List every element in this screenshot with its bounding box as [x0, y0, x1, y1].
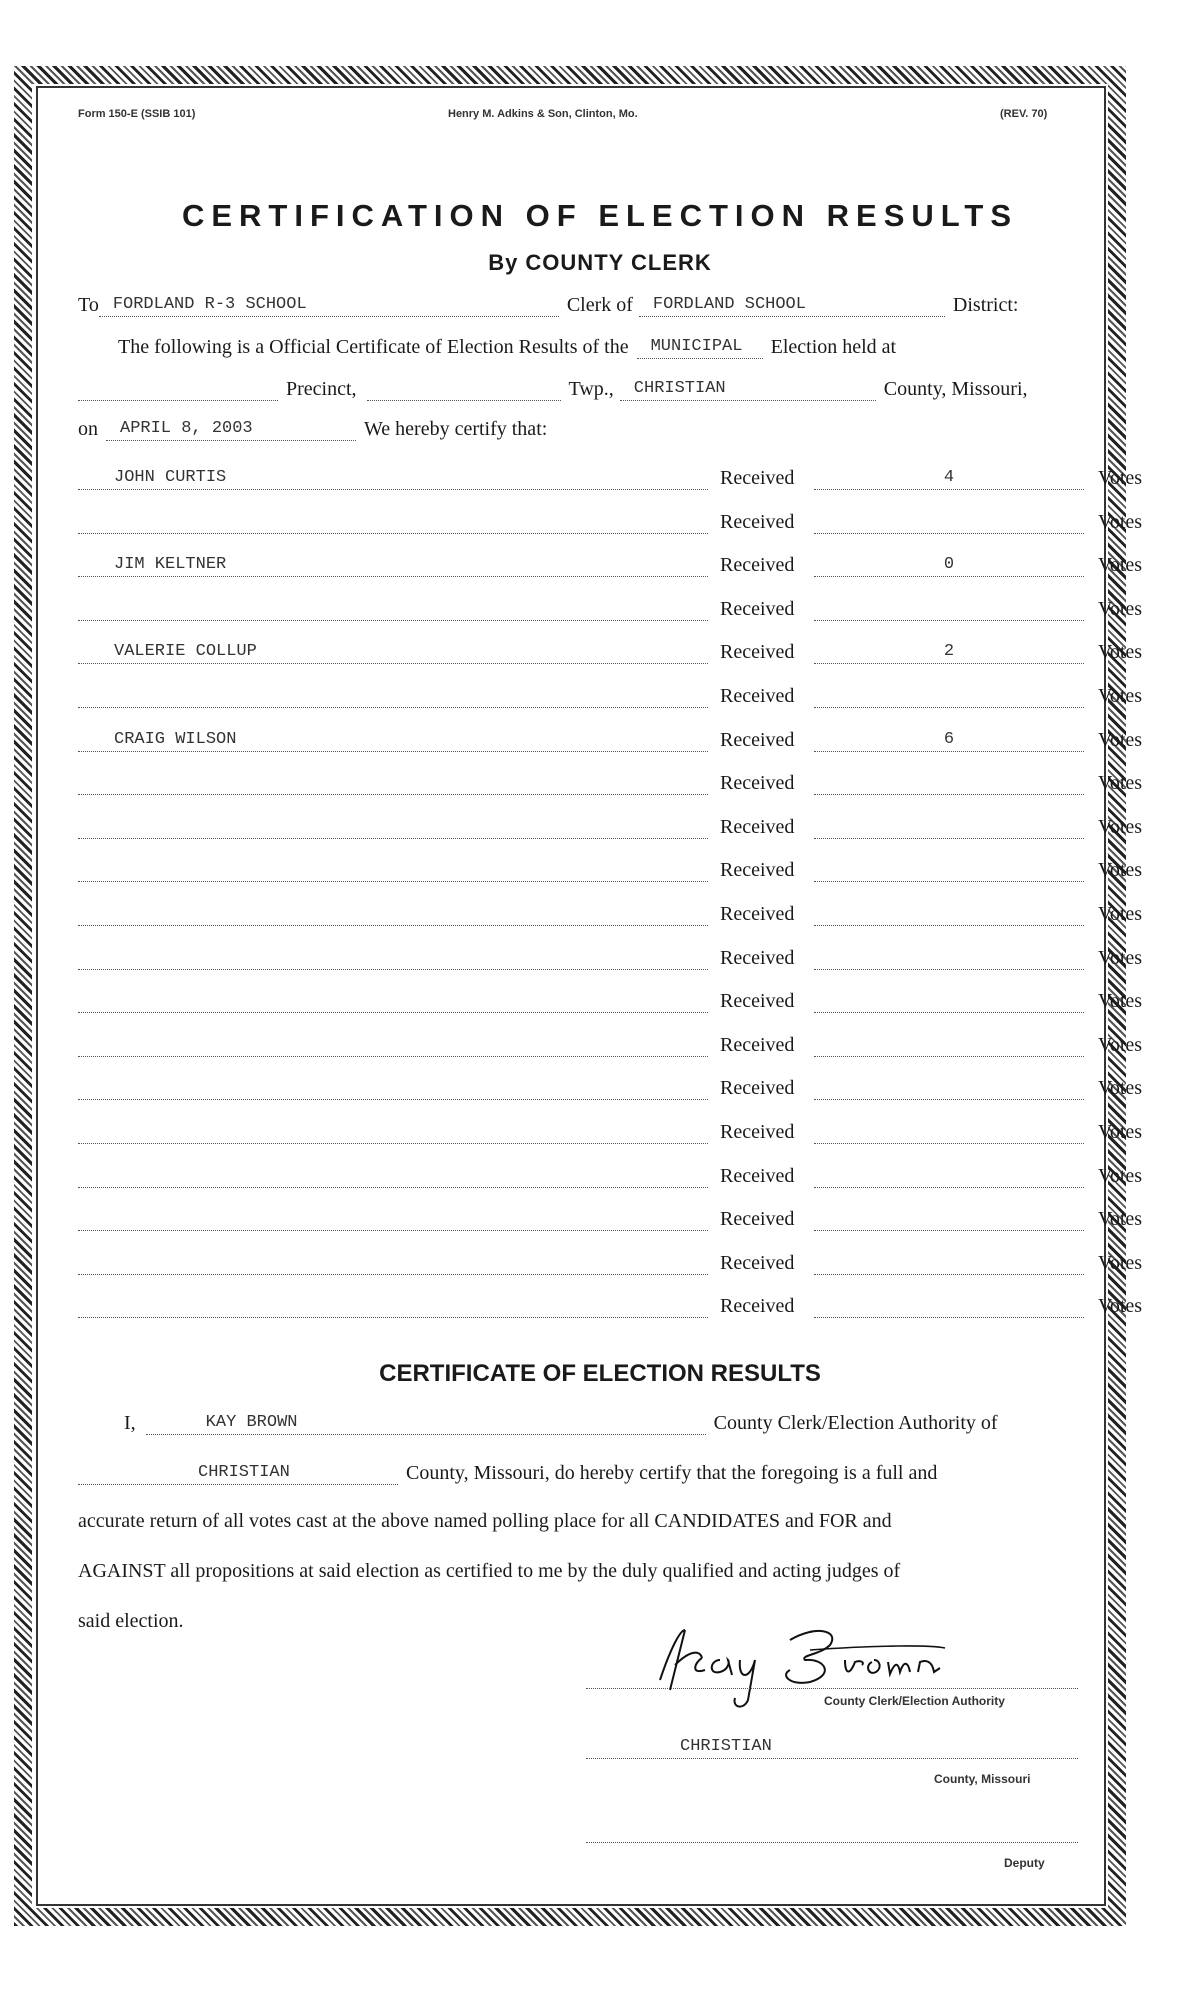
to-field [99, 292, 559, 317]
vote-count-field [814, 507, 1084, 534]
vote-count-field [814, 1204, 1084, 1231]
received-label: Received [720, 641, 795, 664]
received-label: Received [720, 1208, 795, 1231]
vote-count-field [814, 768, 1084, 795]
cert-county-field [78, 1460, 398, 1485]
received-label: Received [720, 946, 795, 969]
candidate-row [78, 1158, 1143, 1188]
candidate-row [78, 460, 1143, 490]
votes-label: Votes [1098, 990, 1143, 1013]
votes-label: Votes [1098, 903, 1143, 925]
candidate-name-field [78, 812, 708, 839]
votes-label: Votes [1098, 1121, 1143, 1143]
vote-count-field [814, 594, 1084, 621]
i-label: I, [124, 1412, 136, 1434]
received-label: Received [720, 510, 795, 533]
candidate-name: CRAIG WILSON [114, 729, 237, 749]
candidate-name-field [78, 1117, 708, 1144]
to-label: To [78, 294, 99, 316]
received-label: Received [720, 1164, 795, 1187]
votes-label: Votes [1098, 641, 1143, 664]
page-title: CERTIFICATION OF ELECTION RESULTS [181, 198, 1019, 233]
received-label: Received [720, 990, 795, 1013]
vote-count: 2 [943, 642, 955, 662]
received-label: Received [720, 1033, 795, 1056]
vote-count-field [814, 1248, 1084, 1275]
certify-text: We hereby certify that: [364, 418, 548, 440]
intro-line [78, 334, 1078, 359]
candidate-name-field [78, 507, 708, 534]
candidate-row [78, 1027, 1143, 1057]
vote-count: 0 [943, 555, 955, 575]
candidate-name-field [78, 1073, 708, 1100]
vote-count: 4 [943, 468, 955, 487]
vote-count-field [814, 1030, 1084, 1057]
date-field [106, 416, 356, 441]
received-label: Received [720, 903, 795, 925]
cert-text-2: County, Missouri, do hereby certify that the foregoing is a full and [406, 1462, 938, 1484]
election-label: Election held at [770, 336, 897, 358]
election-type: MUNICIPAL [650, 337, 743, 356]
county-value: CHRISTIAN [633, 379, 726, 398]
candidate-name: VALERIE COLLUP [114, 642, 257, 662]
deputy-line [586, 1818, 1078, 1843]
votes-label: Votes [1098, 554, 1143, 577]
vote-count-field [814, 812, 1084, 839]
cert-text-3: accurate return of all votes cast at the above named polling place for all CANDIDATES and FOR and [78, 1510, 892, 1532]
authority-caption: County Clerk/Election Authority [824, 1694, 1005, 1708]
candidate-name-field [78, 463, 708, 490]
signature-line [586, 1664, 1078, 1689]
votes-label: Votes [1098, 1251, 1143, 1274]
county-label: County, Missouri, [883, 378, 1028, 400]
candidate-row [78, 678, 1143, 708]
county-field [620, 376, 876, 401]
received-label: Received [720, 815, 795, 838]
candidate-name-field [78, 768, 708, 795]
votes-label: Votes [1098, 946, 1143, 969]
received-label: Received [720, 1295, 795, 1318]
precinct-label: Precinct, [286, 378, 357, 400]
candidate-row [78, 852, 1143, 882]
revision: (REV. 70) [1000, 108, 1048, 120]
votes-label: Votes [1098, 859, 1143, 882]
candidate-name-field [78, 943, 708, 970]
cert-text-5: said election. [78, 1610, 184, 1632]
received-label: Received [720, 467, 795, 489]
candidate-row [78, 940, 1143, 970]
candidate-name-field [78, 1291, 708, 1318]
twp-field [367, 376, 561, 401]
vote-count-field [814, 1073, 1084, 1100]
received-label: Received [720, 859, 795, 882]
twp-label: Twp., [568, 378, 614, 400]
vote-count-field [814, 681, 1084, 708]
votes-label: Votes [1098, 467, 1143, 489]
county-signature-line [586, 1734, 1078, 1759]
vote-count-field [814, 550, 1084, 577]
vote-count-field [814, 899, 1084, 926]
addressee-line [78, 292, 1078, 317]
votes-label: Votes [1098, 597, 1143, 620]
county-caption: County, Missouri [934, 1772, 1031, 1786]
vote-count-field [814, 463, 1084, 490]
precinct-field [78, 376, 278, 401]
votes-label: Votes [1098, 1077, 1143, 1100]
cert-county: CHRISTIAN [198, 1463, 290, 1482]
received-label: Received [720, 685, 795, 707]
candidate-row [78, 1288, 1143, 1318]
printer-name: Henry M. Adkins & Son, Clinton, Mo. [448, 108, 638, 120]
candidate-name-field [78, 986, 708, 1013]
candidate-row [78, 1201, 1143, 1231]
certificate-line-1 [78, 1410, 1078, 1435]
date-line [78, 416, 1078, 441]
vote-count-field [814, 1161, 1084, 1188]
certificate-title: CERTIFICATE OF ELECTION RESULTS [379, 1360, 821, 1387]
received-label: Received [720, 1121, 795, 1143]
candidate-row [78, 722, 1143, 752]
certificate-line-2 [78, 1460, 1078, 1485]
vote-count-field [814, 855, 1084, 882]
clerk-label: Clerk of [566, 294, 633, 316]
candidate-row [78, 765, 1143, 795]
candidate-name-field [78, 855, 708, 882]
candidate-row [78, 634, 1143, 664]
election-date: APRIL 8, 2003 [120, 419, 253, 438]
votes-label: Votes [1098, 772, 1143, 795]
candidate-name-field [78, 550, 708, 577]
candidate-name-field [78, 1248, 708, 1275]
received-label: Received [720, 728, 795, 751]
received-label: Received [720, 1077, 795, 1100]
vote-count-field [814, 637, 1084, 664]
on-label: on [78, 418, 98, 440]
votes-label: Votes [1098, 1033, 1143, 1056]
candidate-row [78, 983, 1143, 1013]
votes-label: Votes [1098, 510, 1143, 533]
votes-label: Votes [1098, 685, 1143, 707]
vote-count-field [814, 986, 1084, 1013]
candidate-name-field [78, 681, 708, 708]
candidate-name-field [78, 725, 708, 752]
candidate-name: JOHN CURTIS [114, 468, 227, 487]
election-type-field [637, 334, 763, 359]
candidate-row [78, 1070, 1143, 1100]
district-label: District: [952, 294, 1019, 316]
candidate-row [78, 547, 1143, 577]
votes-label: Votes [1098, 728, 1143, 751]
votes-label: Votes [1098, 1208, 1143, 1231]
intro-text: The following is a Official Certificate of Election Results of the [118, 336, 629, 358]
candidate-name-field [78, 1030, 708, 1057]
candidate-row [78, 1245, 1143, 1275]
deputy-caption: Deputy [1004, 1856, 1045, 1870]
clerk-name-field [146, 1410, 706, 1435]
to-value: FORDLAND R-3 SCHOOL [112, 295, 307, 314]
candidate-name: JIM KELTNER [114, 555, 227, 575]
vote-count-field [814, 725, 1084, 752]
clerk-value: FORDLAND SCHOOL [652, 295, 806, 314]
signature-county: CHRISTIAN [680, 1737, 772, 1756]
cert-text-4: AGAINST all propositions at said election as certified to me by the duly qualified and acting judges of [78, 1560, 901, 1582]
candidate-name-field [78, 594, 708, 621]
candidate-name-field [78, 899, 708, 926]
votes-label: Votes [1098, 1295, 1143, 1318]
vote-count-field [814, 1291, 1084, 1318]
received-label: Received [720, 772, 795, 795]
candidate-row [78, 809, 1143, 839]
votes-label: Votes [1098, 815, 1143, 838]
page-subtitle: By COUNTY CLERK [488, 250, 712, 275]
candidate-name-field [78, 637, 708, 664]
candidate-row [78, 1114, 1143, 1144]
clerk-field [639, 292, 945, 317]
candidate-name-field [78, 1161, 708, 1188]
votes-label: Votes [1098, 1164, 1143, 1187]
authority-label: County Clerk/Election Authority of [713, 1412, 998, 1434]
vote-count-field [814, 1117, 1084, 1144]
received-label: Received [720, 554, 795, 577]
vote-count-field [814, 943, 1084, 970]
candidate-name-field [78, 1204, 708, 1231]
candidate-row [78, 896, 1143, 926]
candidate-row [78, 504, 1143, 534]
candidate-row [78, 591, 1143, 621]
form-id: Form 150-E (SSIB 101) [78, 108, 196, 120]
received-label: Received [720, 1251, 795, 1274]
vote-count: 6 [943, 729, 955, 749]
precinct-line [78, 376, 1078, 401]
clerk-name: KAY BROWN [205, 1413, 298, 1432]
received-label: Received [720, 597, 795, 620]
